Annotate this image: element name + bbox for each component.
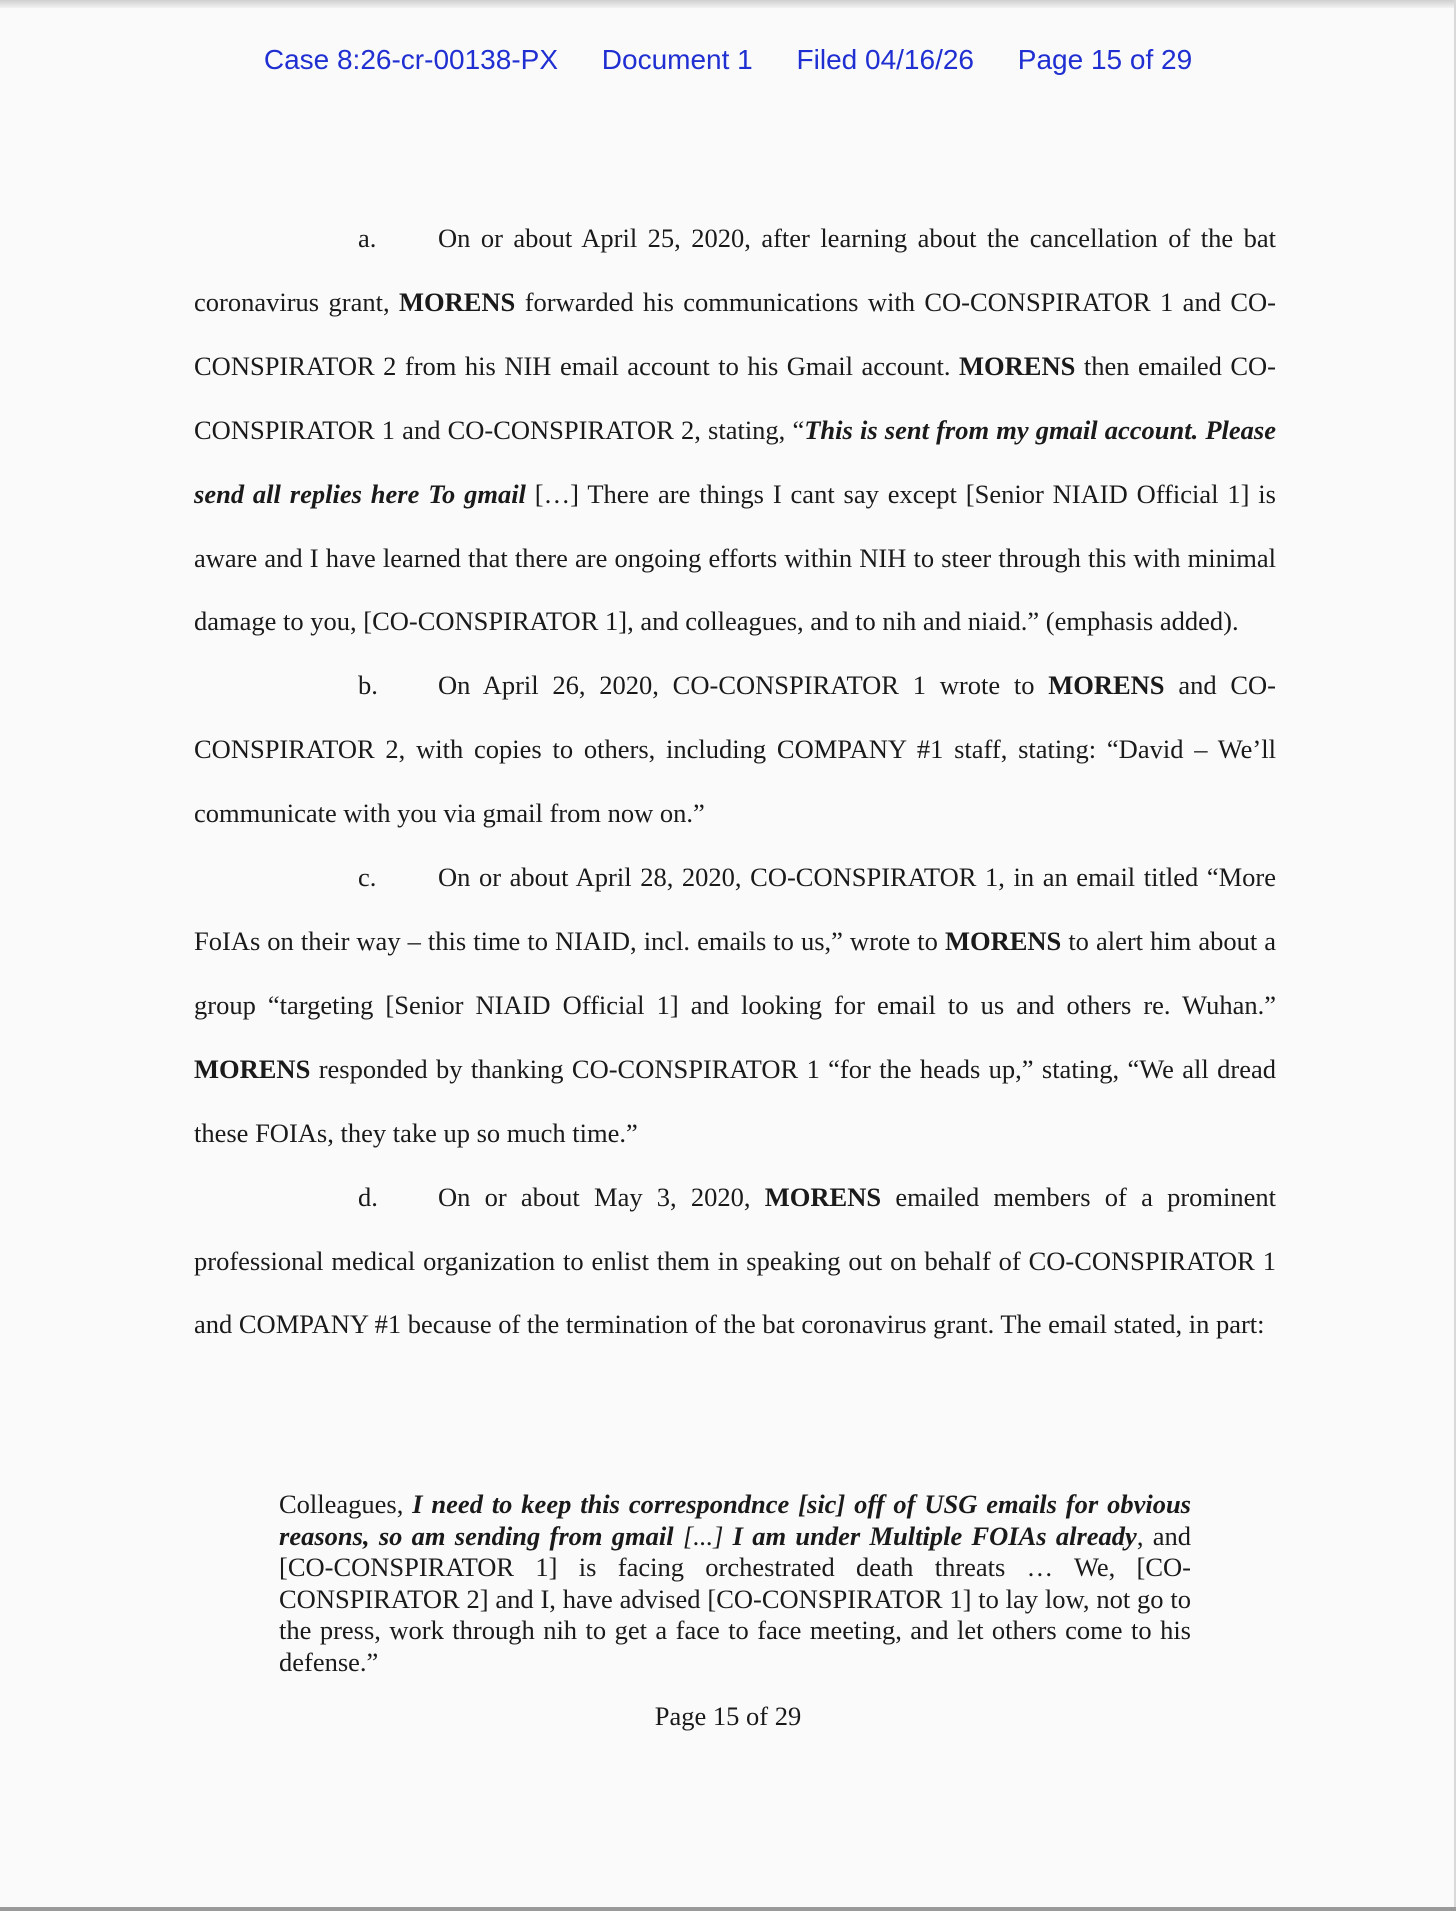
paragraph-c: [194, 846, 1276, 1166]
emphasized-quote: I need to keep this correspondnce [sic] off of USG emails for obvious reasons, so am sending from gmail: [279, 1489, 1191, 1551]
paragraph-text: On or about May 3, 2020,: [438, 1181, 765, 1212]
paragraph-label: a.: [358, 223, 377, 253]
ellipsis-bracket: [...]: [682, 1520, 724, 1551]
paragraph-label: c.: [358, 862, 377, 893]
quote-text: Colleagues,: [279, 1489, 413, 1519]
email-blockquote: [279, 1489, 1191, 1679]
paragraph-text: responded by thanking CO-CONSPIRATOR 1 “for the heads up,” stating, “We all dread these FOIAs, they take up so much time.”: [194, 1053, 1276, 1148]
paragraph-text: On or about April 28, 2020, CO-CONSPIRATOR 1, in an email titled “More FoIAs on their way – this time to NIAID, incl. emails to us,” wrote to: [194, 862, 1276, 956]
paragraph-text: and CO-CONSPIRATOR 2, with copies to others, including COMPANY #1 staff, stating: “David – We’ll communicate with you via gmail from now on.”: [194, 670, 1276, 829]
paragraph-b: [194, 654, 1276, 846]
emphasized-quote: This is sent from my gmail account. Please send all replies here To gmail: [194, 414, 1276, 509]
scan-bottom-edge: [0, 1907, 1456, 1911]
paragraph-label: d.: [358, 1181, 378, 1212]
paragraph-text: […] There are things I cant say except [Senior NIAID Official 1] is aware and I have learned that there are ongoing efforts within NIH to steer through this with minimal damage to you, [CO-CONSPIRATOR 1], and colleagues, and to nih and niaid.” (emphasis added).: [194, 478, 1276, 637]
defendant-name: MORENS: [944, 925, 1062, 956]
paragraph-d: [194, 1166, 1276, 1358]
defendant-name: MORENS: [1048, 670, 1165, 701]
header-page-number: Page 15 of 29: [1017, 44, 1193, 75]
document-number: Document 1: [601, 44, 753, 75]
paragraph-text: to alert him about a group “targeting [Senior NIAID Official 1] and looking for email to us and others re. Wuhan.”: [194, 925, 1276, 1020]
scan-top-edge: [0, 0, 1456, 8]
filed-date: Filed 04/16/26: [796, 44, 974, 75]
paragraph-label: b.: [358, 670, 378, 701]
quote-text: , and [CO-CONSPIRATOR 1] is facing orchestrated death threats … We, [CO-CONSPIRATOR 2] and I, have advised [CO-CONSPIRATOR 1] to lay low, not go to the press, work through nih to get a face to face meeting, and let others come to his defense.”: [279, 1520, 1191, 1677]
page-footer: Page 15 of 29: [654, 1701, 802, 1731]
defendant-name: MORENS: [959, 350, 1076, 381]
paragraph-text: forwarded his communications with CO-CONSPIRATOR 1 and CO-CONSPIRATOR 2 from his NIH email account to his Gmail account.: [194, 286, 1276, 381]
ecf-header: [0, 44, 1456, 76]
emphasized-quote: I am under Multiple FOIAs already: [723, 1520, 1137, 1551]
paragraph-text: On or about April 25, 2020, after learning about the cancellation of the bat coronavirus grant,: [194, 223, 1276, 317]
paragraph-text: emailed members of a prominent professional medical organization to enlist them in speaking out on behalf of CO-CONSPIRATOR 1 and COMPANY #1 because of the termination of the bat coronavirus grant. The email stated, in part:: [194, 1181, 1276, 1340]
document-body: [194, 207, 1276, 1357]
defendant-name: MORENS: [764, 1181, 882, 1212]
paragraph-a: [194, 207, 1276, 654]
defendant-name: MORENS: [398, 286, 516, 317]
blockquote-text: [279, 1489, 1191, 1679]
paragraph-text: then emailed CO-CONSPIRATOR 1 and CO-CONSPIRATOR 2, stating, “: [194, 350, 1277, 445]
paragraph-text: On April 26, 2020, CO-CONSPIRATOR 1 wrote to: [438, 670, 1049, 701]
case-number: Case 8:26-cr-00138-PX: [263, 44, 558, 75]
defendant-name: MORENS: [194, 1053, 311, 1084]
